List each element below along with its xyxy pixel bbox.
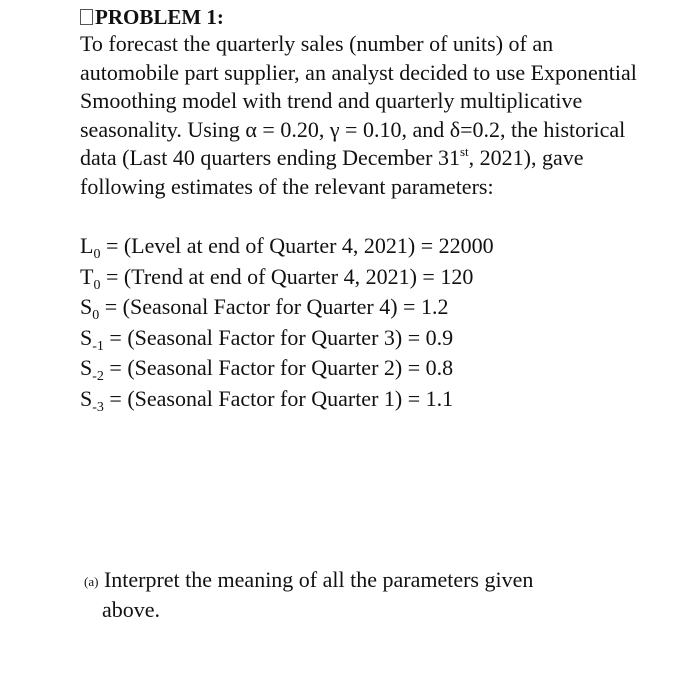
question-a: [84, 566, 604, 624]
param-symbol: S: [80, 294, 93, 319]
parameter-row: [80, 323, 640, 354]
param-subscript: -2: [92, 369, 104, 384]
parameter-row: [80, 262, 640, 293]
question-line1: Interpret the meaning of all the parameters given: [103, 567, 534, 592]
problem-title: [80, 4, 640, 30]
parameter-list: [80, 231, 640, 414]
intro-text-part1: To forecast the quarterly sales (number of units) of an automobile part supplier, an analyst decided to use Exponential Smoothing model with trend and quarterly multiplicative seasonality. Using α = 0.20, γ = 0.10, and δ=0.2, the historical data (Last 40 quarters ending December 31: [80, 31, 637, 170]
problem-section: [80, 4, 640, 414]
param-text: = (Seasonal Factor for Quarter 4) = 1.2: [99, 294, 449, 319]
param-text: = (Seasonal Factor for Quarter 2) = 0.8: [103, 355, 454, 380]
question-line2: above.: [102, 597, 161, 622]
param-symbol: S: [80, 385, 93, 411]
param-subscript: -3: [92, 399, 104, 415]
problem-intro: [80, 30, 640, 201]
param-symbol: T: [80, 263, 94, 289]
problem-title-text: PROBLEM 1:: [95, 5, 224, 29]
checkbox-icon: [80, 9, 93, 25]
intro-text-part2: , 2021), gave following estimates of the relevant parameters:: [80, 145, 584, 199]
param-text: = (Seasonal Factor for Quarter 1) = 1.1: [103, 385, 454, 411]
param-text: = (Trend at end of Quarter 4, 2021) = 120: [100, 263, 474, 289]
parameter-row: [80, 231, 640, 262]
param-symbol: S: [80, 355, 93, 380]
param-subscript: -1: [92, 338, 104, 354]
param-text: = (Seasonal Factor for Quarter 3) = 0.9: [103, 324, 454, 350]
parameter-row: [80, 353, 640, 384]
parameter-row: [80, 384, 640, 415]
question-marker: (a): [84, 574, 99, 589]
param-symbol: S: [80, 324, 93, 350]
param-subscript: 0: [92, 308, 100, 323]
param-symbol: L: [80, 233, 94, 258]
parameter-row: [80, 292, 640, 323]
param-subscript: 0: [93, 277, 101, 293]
param-subscript: 0: [93, 247, 101, 262]
param-text: = (Level at end of Quarter 4, 2021) = 22000: [100, 233, 494, 258]
intro-superscript: st: [459, 144, 469, 159]
